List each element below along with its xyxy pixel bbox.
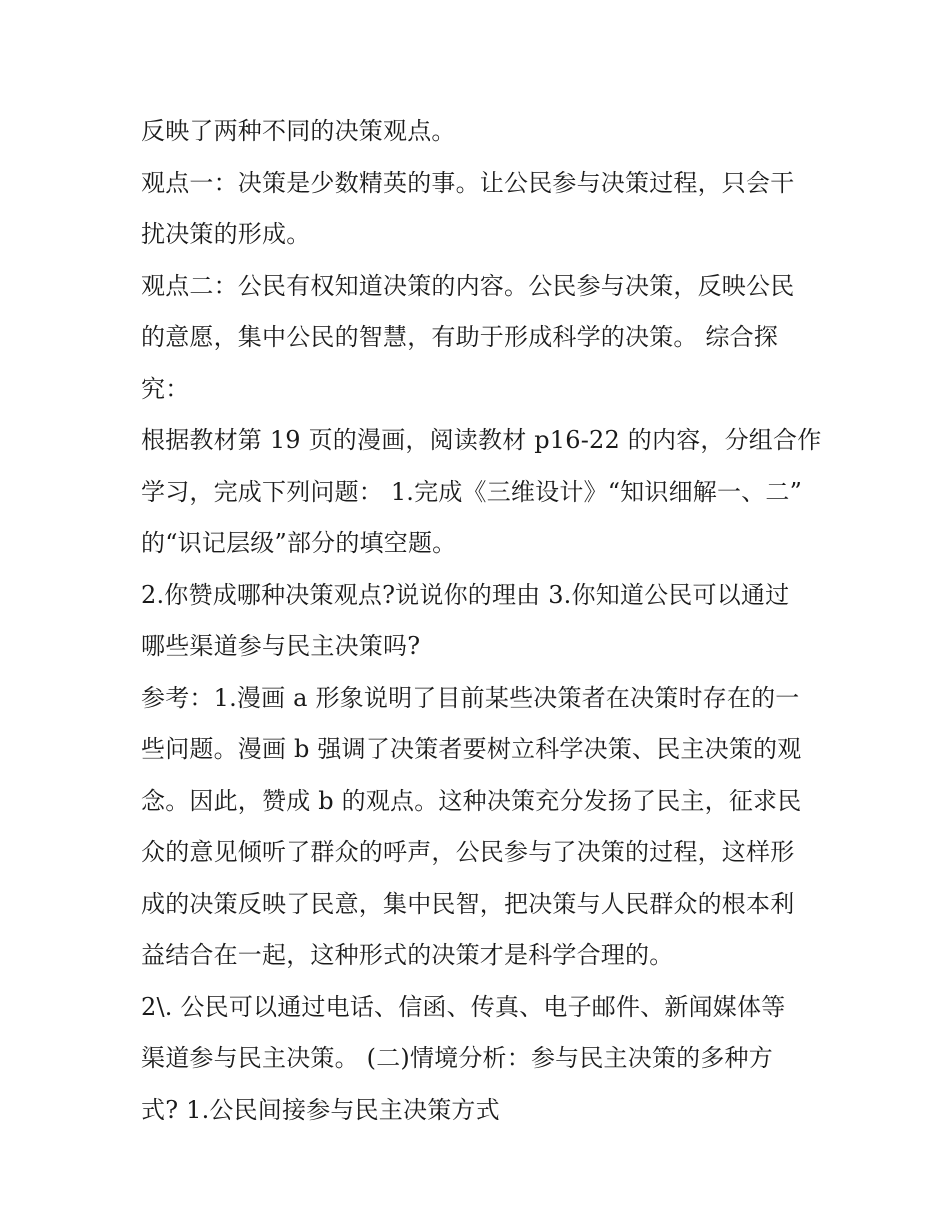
- text-line: 些问题。漫画 b 强调了决策者要树立科学决策、民主决策的观: [141, 735, 802, 763]
- text-line: 观点一：决策是少数精英的事。让公民参与决策过程，只会干: [141, 168, 795, 197]
- text-line: 众的意见倾听了群众的呼声，公民参与了决策的过程，这样形: [141, 838, 795, 866]
- text-line: 的“识记层级”部分的填空题。: [141, 529, 457, 557]
- text-line: 渠道参与民主决策。 (二)情境分析：参与民主决策的多种方: [141, 1044, 773, 1072]
- text-line: 反映了两种不同的决策观点。: [141, 117, 456, 145]
- text-line: 扰决策的形成。: [141, 220, 311, 248]
- text-line: 根据教材第 19 页的漫画，阅读教材 p16-22 的内容，分组合作: [141, 426, 822, 454]
- document-body: [141, 106, 821, 1136]
- text-line: 究：: [141, 374, 190, 403]
- text-line: 观点二：公民有权知道决策的内容。公民参与决策，反映公民: [141, 271, 795, 300]
- text-line: 参考：1.漫画 a 形象说明了目前某些决策者在决策时存在的一: [141, 683, 800, 712]
- text-line: 成的决策反映了民意，集中民智，把决策与人民群众的根本利: [141, 889, 795, 918]
- text-line: 式? 1.公民间接参与民主决策方式: [141, 1095, 500, 1124]
- text-line: 的意愿，集中公民的智慧，有助于形成科学的决策。 综合探: [141, 323, 779, 351]
- text-line: 学习，完成下列问题： 1.完成《三维设计》“知识细解一、二”: [141, 477, 803, 506]
- text-line: 念。因此，赞成 b 的观点。这种决策充分发扬了民主，征求民: [141, 786, 802, 815]
- text-line: 哪些渠道参与民主决策吗?: [141, 632, 421, 660]
- text-line: 2\. 公民可以通过电话、信函、传真、电子邮件、新闻媒体等: [141, 992, 786, 1021]
- text-line: 益结合在一起，这种形式的决策才是科学合理的。: [141, 941, 674, 969]
- text-line: 2.你赞成哪种决策观点?说说你的理由 3.你知道公民可以通过: [141, 580, 790, 609]
